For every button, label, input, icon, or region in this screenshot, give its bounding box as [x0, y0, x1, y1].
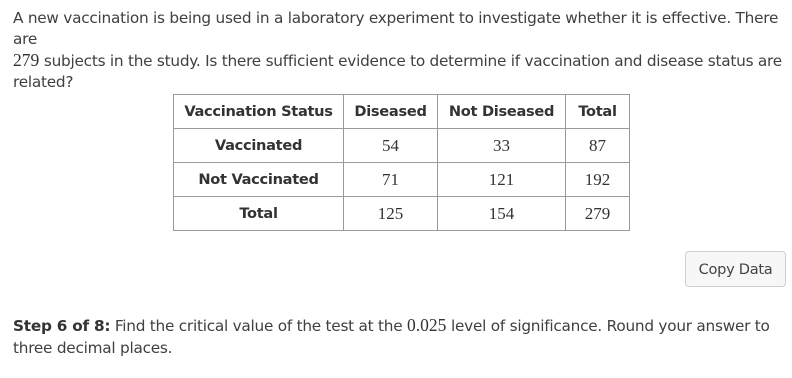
table-header-row [174, 95, 630, 129]
copy-data-button[interactable]: Copy Data [685, 251, 786, 287]
cell-value: 125 [344, 197, 438, 231]
subjects-count: 279 [13, 50, 40, 70]
table-row [174, 163, 630, 197]
header-diseased: Diseased [344, 95, 438, 129]
step-text-before: Find the critical value of the test at the [114, 317, 403, 335]
row-label: Not Vaccinated [174, 163, 344, 197]
row-label: Vaccinated [174, 129, 344, 163]
cell-value: 279 [566, 197, 630, 231]
problem-text [13, 8, 788, 93]
table-row [174, 129, 630, 163]
problem-intro: A new vaccination is being used in a laboratory experiment to investigate whether it is effective. There are [13, 9, 779, 48]
header-total: Total [566, 95, 630, 129]
table-row [174, 197, 630, 231]
header-vaccination-status: Vaccination Status [174, 95, 344, 129]
step-text-after: level of significance. Round your answer to three decimal places. [13, 317, 770, 357]
cell-value: 87 [566, 129, 630, 163]
cell-value: 154 [438, 197, 566, 231]
step-instruction [13, 314, 783, 359]
cell-value: 121 [438, 163, 566, 197]
cell-value: 192 [566, 163, 630, 197]
contingency-table [173, 94, 630, 231]
row-label: Total [174, 197, 344, 231]
cell-value: 54 [344, 129, 438, 163]
cell-value: 71 [344, 163, 438, 197]
cell-value: 33 [438, 129, 566, 163]
problem-rest: subjects in the study. Is there sufficient evidence to determine if vaccination and disease status are related? [13, 52, 782, 91]
step-label: Step 6 of 8: [13, 317, 111, 335]
header-not-diseased: Not Diseased [438, 95, 566, 129]
significance-level: 0.025 [407, 315, 447, 335]
